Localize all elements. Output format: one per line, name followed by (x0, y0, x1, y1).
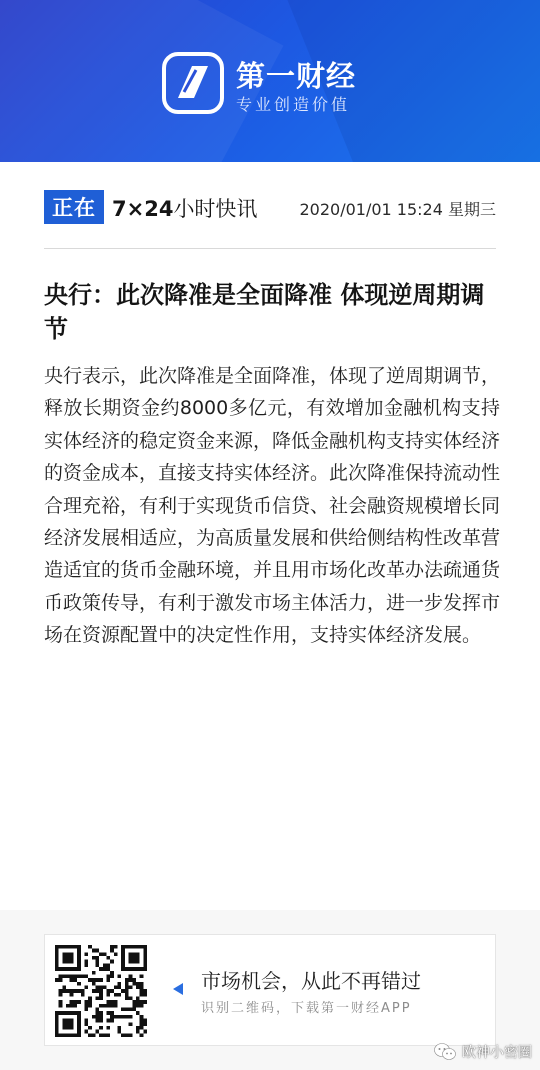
watermark (434, 1040, 532, 1064)
brand-logo (162, 52, 402, 114)
brand-slogan: 专业创造价值 (236, 95, 351, 114)
triangle-left-icon (173, 983, 183, 995)
promo-text: 市场机会，从此不再错过 (201, 969, 421, 993)
divider (44, 248, 496, 249)
article-body: 央行表示，此次降准是全面降准，体现了逆周期调节，释放长期资金约8000多亿元，有效增加金融机构支持实体经济的稳定资金来源，降低金融机构支持实体经济的资金成本，直接支持实体经济。此次降准保持流动性合理充裕，有利于实现货币信贷、社会融资规模增长同经济发展相适应，为高质量发展和供给侧结构性改革营造适宜的货币金融环境，并且用市场化改革办法疏通货币政策传导，有利于激发市场主体活力，进一步发挥市场在资源配置中的决定性作用，支持实体经济发展。 (44, 365, 501, 647)
article-headline: 央行：此次降准是全面降准 体现逆周期调节 (44, 281, 485, 343)
flash-title-number: 7×24 (112, 197, 174, 221)
watermark-text: 欧神小密圈 (462, 1045, 532, 1061)
flash-title-text: 小时快讯 (173, 197, 258, 221)
app-download-box (44, 934, 496, 1046)
wechat-icon (434, 1043, 456, 1061)
header-banner (0, 0, 540, 162)
article-card (0, 162, 540, 910)
publish-datetime: 2020/01/01 15:24 星期三 (299, 200, 496, 219)
yicai-logo-icon (162, 52, 224, 114)
promo-subtext: 识别二维码，下载第一财经APP (201, 1001, 412, 1016)
live-badge: 正在 (44, 190, 104, 224)
flash-title (112, 193, 257, 223)
brand-name: 第一财经 (236, 59, 357, 93)
qr-code[interactable] (55, 945, 147, 1037)
flash-header (44, 190, 496, 226)
